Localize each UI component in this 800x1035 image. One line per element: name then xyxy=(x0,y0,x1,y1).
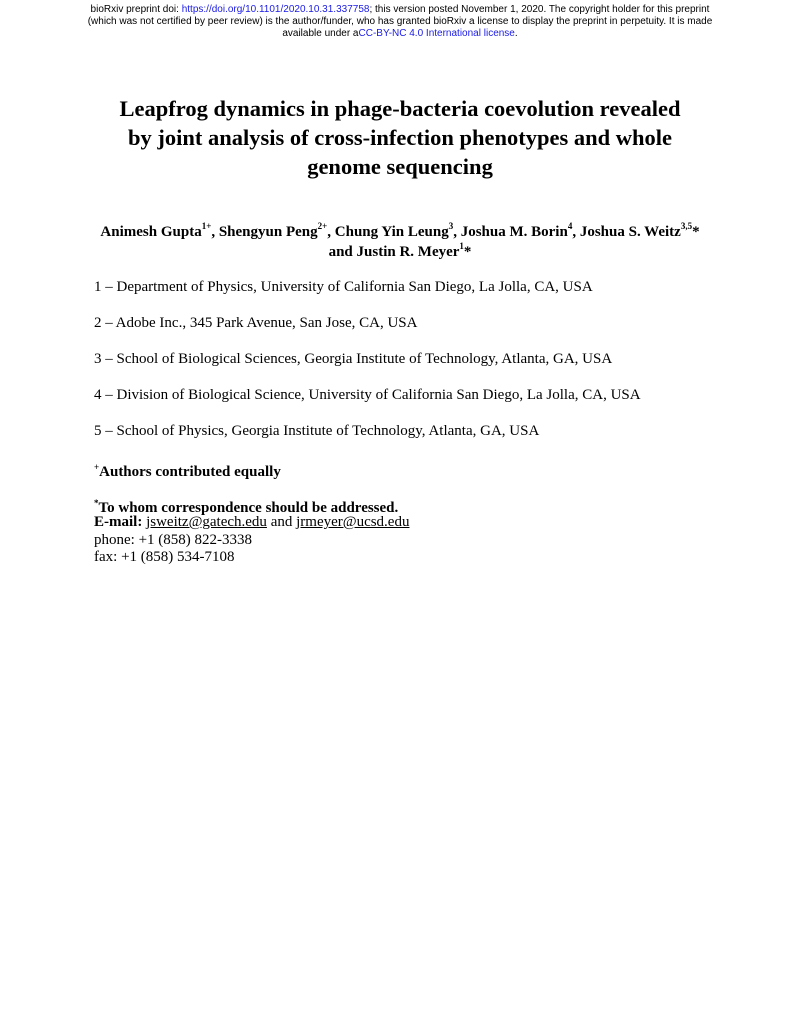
fax-line: fax: +1 (858) 534-7108 xyxy=(94,549,235,565)
banner-line-3 xyxy=(0,28,800,40)
banner-line-3-suffix: . xyxy=(514,28,518,39)
author-affiliation-marker: 3 xyxy=(448,221,454,231)
email-line xyxy=(94,514,409,532)
affiliation-4: 4 – Division of Biological Science, University of California San Diego, La Jolla, CA, USA xyxy=(94,387,641,403)
author-name: Shengyun Peng xyxy=(218,224,318,240)
banner-license-prefix: available under a xyxy=(282,28,359,39)
email-link-meyer[interactable]: jrmeyer@ucsd.edu xyxy=(296,514,410,530)
affiliation-1: 1 – Department of Physics, University of California San Diego, La Jolla, CA, USA xyxy=(94,279,593,295)
banner-line-1 xyxy=(0,4,800,16)
banner-doi-prefix: bioRxiv preprint doi: xyxy=(90,4,182,15)
equal-contribution-note xyxy=(94,458,281,481)
affiliation-2: 2 – Adobe Inc., 345 Park Avenue, San Jose, CA, USA xyxy=(94,315,418,331)
author-affiliation-marker: 2+ xyxy=(317,221,328,231)
email-label: E-mail: xyxy=(94,514,143,530)
author-name: Joshua S. Weitz xyxy=(579,224,681,240)
author-affiliation-marker: 4 xyxy=(567,221,573,231)
author-name: Chung Yin Leung xyxy=(334,224,449,240)
author-name: Joshua M. Borin xyxy=(460,224,568,240)
title-line-2: by joint analysis of cross-infection phenotypes and whole xyxy=(127,125,673,150)
contact-block xyxy=(94,514,409,567)
author-affiliation-marker: 1 xyxy=(459,241,464,251)
author-separator: , xyxy=(211,224,219,240)
affiliation-3: 3 – School of Biological Sciences, Georgia Institute of Technology, Atlanta, GA, USA xyxy=(94,351,613,367)
author-separator: , xyxy=(453,224,461,240)
equal-contribution-text: Authors contributed equally xyxy=(99,464,281,480)
author-name: Animesh Gupta xyxy=(100,224,202,240)
phone-line: phone: +1 (858) 822-3338 xyxy=(94,531,253,548)
author-list xyxy=(100,222,700,262)
license-link[interactable]: CC-BY-NC 4.0 International license xyxy=(358,28,515,39)
banner-line-1-suffix: ; this version posted November 1, 2020. The copyright holder for this preprint xyxy=(369,4,710,15)
affiliation-5: 5 – School of Physics, Georgia Institute of Technology, Atlanta, GA, USA xyxy=(94,423,540,439)
title-line-3: genome sequencing xyxy=(307,154,493,179)
author-affiliation-marker: 3,5 xyxy=(680,221,693,231)
author-separator: , xyxy=(327,224,335,240)
banner-line-2: (which was not certified by peer review) is the author/funder, who has granted bioRxiv a license to display the preprint in perpetuity. It is made xyxy=(87,16,713,27)
paper-title xyxy=(80,94,720,181)
author-separator: * xyxy=(463,244,472,260)
title-line-1: Leapfrog dynamics in phage-bacteria coevolution revealed xyxy=(119,96,681,121)
author-separator: , xyxy=(572,224,580,240)
email-link-weitz[interactable]: jsweitz@gatech.edu xyxy=(146,514,267,530)
correspondence-marker: * xyxy=(94,498,99,508)
email-conjunction: and xyxy=(266,514,297,530)
correspondence-text: To whom correspondence should be addressed. xyxy=(98,500,399,516)
equal-contribution-marker: + xyxy=(94,462,100,472)
author-separator: * and xyxy=(328,224,700,260)
author-affiliation-marker: 1+ xyxy=(201,221,212,231)
author-name: Justin R. Meyer xyxy=(356,244,460,260)
preprint-banner xyxy=(0,4,800,40)
doi-link[interactable]: https://doi.org/10.1101/2020.10.31.337758 xyxy=(181,4,370,15)
